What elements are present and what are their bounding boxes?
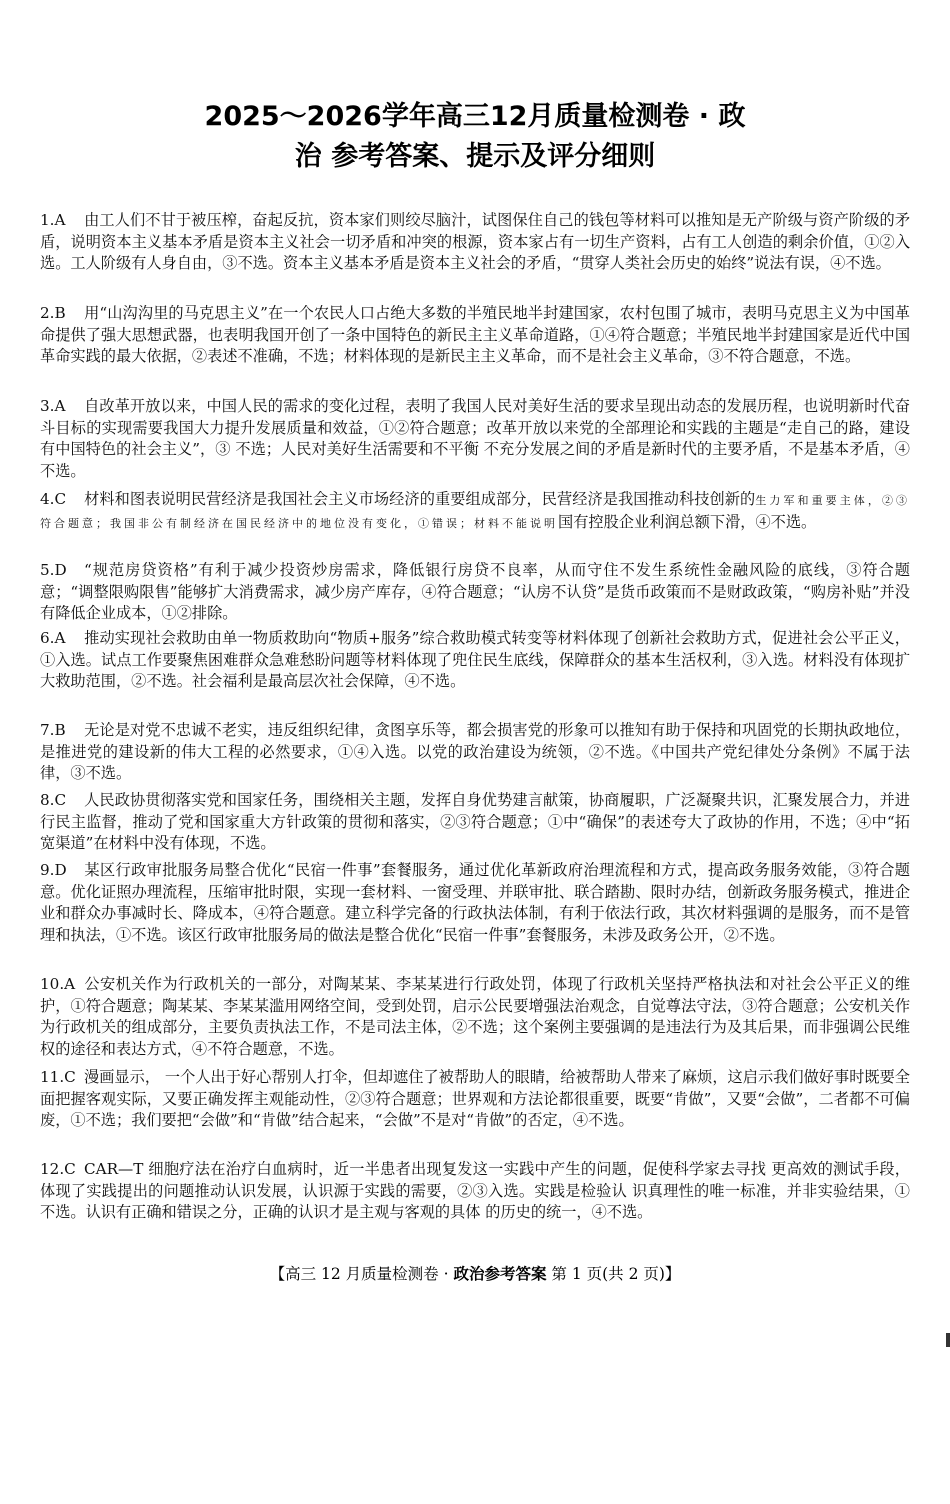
answer-explanation: CAR—T 细胞疗法在治疗白血病时，近一半患者出现复发这一实践中产生的问题，促使科学家去寻找 更高效的测试手段，体现了实践提出的问题推动认识发展，认识源于实践的需要，②③入选。实践是检验认 识真理性的唯一标准，并非实验结果，①不选。认识有正确和错误之分，正确的认识才是主观与客观的具体 的历史的统一，④不选。 (40, 1160, 910, 1222)
answer-explanation: 推动实现社会救助由单一物质救助向“物质+服务”综合救助模式转变等材料体现了创新社会救助方式，促进社会公平正义，①入选。试点工作要聚焦困难群众急难愁盼问题等材料体现了兜住民生底线，保障群众的基本生活权利，③入选。材料没有体现扩大救助范围，②不选。社会福利是最高层次社会保障，④不选。 (40, 629, 910, 691)
footer-page-number: 第 1 页(共 2 页)】 (551, 1265, 681, 1283)
answer-item (40, 628, 910, 693)
footer-subject: 政治参考答案 (453, 1265, 547, 1283)
answer-item (40, 974, 910, 1060)
answer-number: 10.A (40, 975, 76, 993)
answer-explanation: 由工人们不甘于被压榨，奋起反抗，资本家们则绞尽脑汁，试图保住自己的钱包等材料可以推知是无产阶级与资产阶级的矛盾，说明资本主义基本矛盾是资本主义社会一切矛盾和冲突的根源，资本家占有一切生产资料，占有工人创造的剩余价值，①②入选。工人阶级有人身自由，③不选。资本主义基本矛盾是资本主义社会的矛盾，“贯穿人类社会历史的始终”说法有误，④不选。 (40, 211, 910, 273)
answer-explanation: 漫画显示， 一个人出于好心帮别人打伞，但却遮住了被帮助人的眼睛，给被帮助人带来了麻烦，这启示我们做好事时既要全面把握客观实际，又要正确发挥主观能动性，②③符合题意；世界观和方法论都很重要，既要“肯做”，又要“会做”，二者都不可偏废，①不选；我们要把“会做”和“肯做”结合起来，“会做”不是对“肯做”的否定，④不选。 (40, 1068, 910, 1130)
answer-number: 3.A (40, 397, 66, 415)
answer-number: 8.C (40, 791, 67, 809)
answer-item (40, 396, 910, 482)
answer-item (40, 720, 910, 785)
answer-number: 7.B (40, 721, 66, 739)
answer-explanation: 人民政协贯彻落实党和国家任务，围绕相关主题，发挥自身优势建言献策，协商履职，广泛凝聚共识，汇聚发展合力，并进行民主监督，推动了党和国家重大方针政策的贯彻和落实，②③符合题意；①中“确保”的表述夸大了政协的作用，不选；④中“拓宽渠道”在材料中没有体现，不选。 (40, 791, 910, 853)
page-footer (0, 1262, 950, 1284)
answer-item (40, 1159, 910, 1224)
answer-explanation: 国有控股企业利润总额下滑，④不选。 (558, 512, 817, 531)
page-title-line-1: 2025～2026学年高三12月质量检测卷 · 政 (204, 101, 746, 132)
answer-explanation: 公安机关作为行政机关的一部分，对陶某某、李某某进行行政处罚，体现了行政机关坚持严格执法和对社会公平正义的维护，①符合题意；陶某某、李某某滥用网络空间，受到处罚，启示公民要增强法治观念，自觉尊法守法，③符合题意；公安机关作为行政机关的组成部分，主要负责执法工作，不是司法主体，②不选；这个案例主要强调的是违法行为及其后果，而非强调公民维权的途径和表达方式，④不符合题意，不选。 (40, 975, 910, 1058)
answer-item (40, 489, 910, 534)
answer-item (40, 210, 910, 275)
answer-explanation: “规范房贷资格”有利于减少投资炒房需求，降低银行房贷不良率，从而守住不发生系统性金融风险的底线，③符合题意；“调整限购限售”能够扩大消费需求，减少房产库存，④符合题意；“认房不认贷”是货币政策而不是财政政策，“购房补贴”并没有降低企业成本，①②排除。 (40, 561, 910, 623)
answer-item (40, 303, 910, 368)
answer-number: 4.C (40, 490, 67, 508)
answer-item (40, 860, 910, 946)
answer-number: 12.C (40, 1160, 76, 1178)
answer-explanation: 材料和图表说明民营经济是我国社会主义市场经济的重要组成部分，民营经济是我国推动科技创新的 (84, 490, 756, 508)
answer-item (40, 560, 910, 625)
scan-edge-mark (946, 1333, 950, 1347)
answer-number: 9.D (40, 861, 67, 879)
answer-number: 6.A (40, 629, 66, 647)
answer-number: 5.D (40, 561, 67, 579)
answer-number: 2.B (40, 304, 66, 322)
answer-number: 1.A (40, 211, 66, 229)
answer-explanation: 自改革开放以来，中国人民的需求的变化过程，表明了我国人民对美好生活的要求呈现出动态的发展历程，也说明新时代奋斗目标的实现需要我国大力提升发展质量和效益，①②符合题意；改革开放以来党的全部理论和实践的主题是“走自己的路，建设有中国特色的社会主义”，③ 不选；人民对美好生活需要和不平衡 不充分发展之间的矛盾是新时代的主要矛盾，不是基本矛盾，④不选。 (40, 397, 910, 480)
footer-left: 【高三 12 月质量检测卷 · (269, 1265, 449, 1283)
answer-explanation: 用“山沟沟里的马克思主义”在一个农民人口占绝大多数的半殖民地半封建国家，农村包围了城市，表明马克思主义为中国革命提供了强大思想武器，也表明我国开创了一条中国特色的新民主主义革命道路，①④符合题意；半殖民地半封建国家是近代中国革命实践的最大依据，②表述不准确，不选；材料体现的是新民主主义革命，而不是社会主义革命，③不符合题意，不选。 (40, 304, 910, 366)
answer-item (40, 1067, 910, 1132)
answer-explanation: 无论是对党不忠诚不老实，违反组织纪律，贪图享乐等，都会损害党的形象可以推知有助于保持和巩固党的长期执政地位，是推进党的建设新的伟大工程的必然要求，①④入选。以党的政治建设为统领，②不选。《中国共产党纪律处分条例》不属于法律，③不选。 (40, 721, 910, 783)
answer-explanation: 某区行政审批服务局整合优化“民宿一件事”套餐服务，通过优化革新政府治理流程和方式，提高政务服务效能，③符合题意。优化证照办理流程，压缩审批时限，实现一套材料、一窗受理、并联审批、联合踏勘、限时办结，创新政务服务模式，推进企业和群众办事减时长、降成本，④符合题意。建立科学完备的行政执法体制，有利于依法行政，其次材料强调的是服务，而不是管理和执法，①不选。该区行政审批服务局的做法是整合优化“民宿一件事”套餐服务，未涉及政务公开，②不选。 (40, 861, 910, 944)
page-title-line-2: 治 参考答案、提示及评分细则 (294, 141, 656, 172)
answer-number: 11.C (40, 1068, 76, 1086)
answer-explanation-compressed: 生力军和重要主体，②③符合题意；我国非公有制经济在国民经济中的地位没有变化，①错误；材料不能说明 (40, 494, 911, 530)
answer-item (40, 790, 910, 855)
